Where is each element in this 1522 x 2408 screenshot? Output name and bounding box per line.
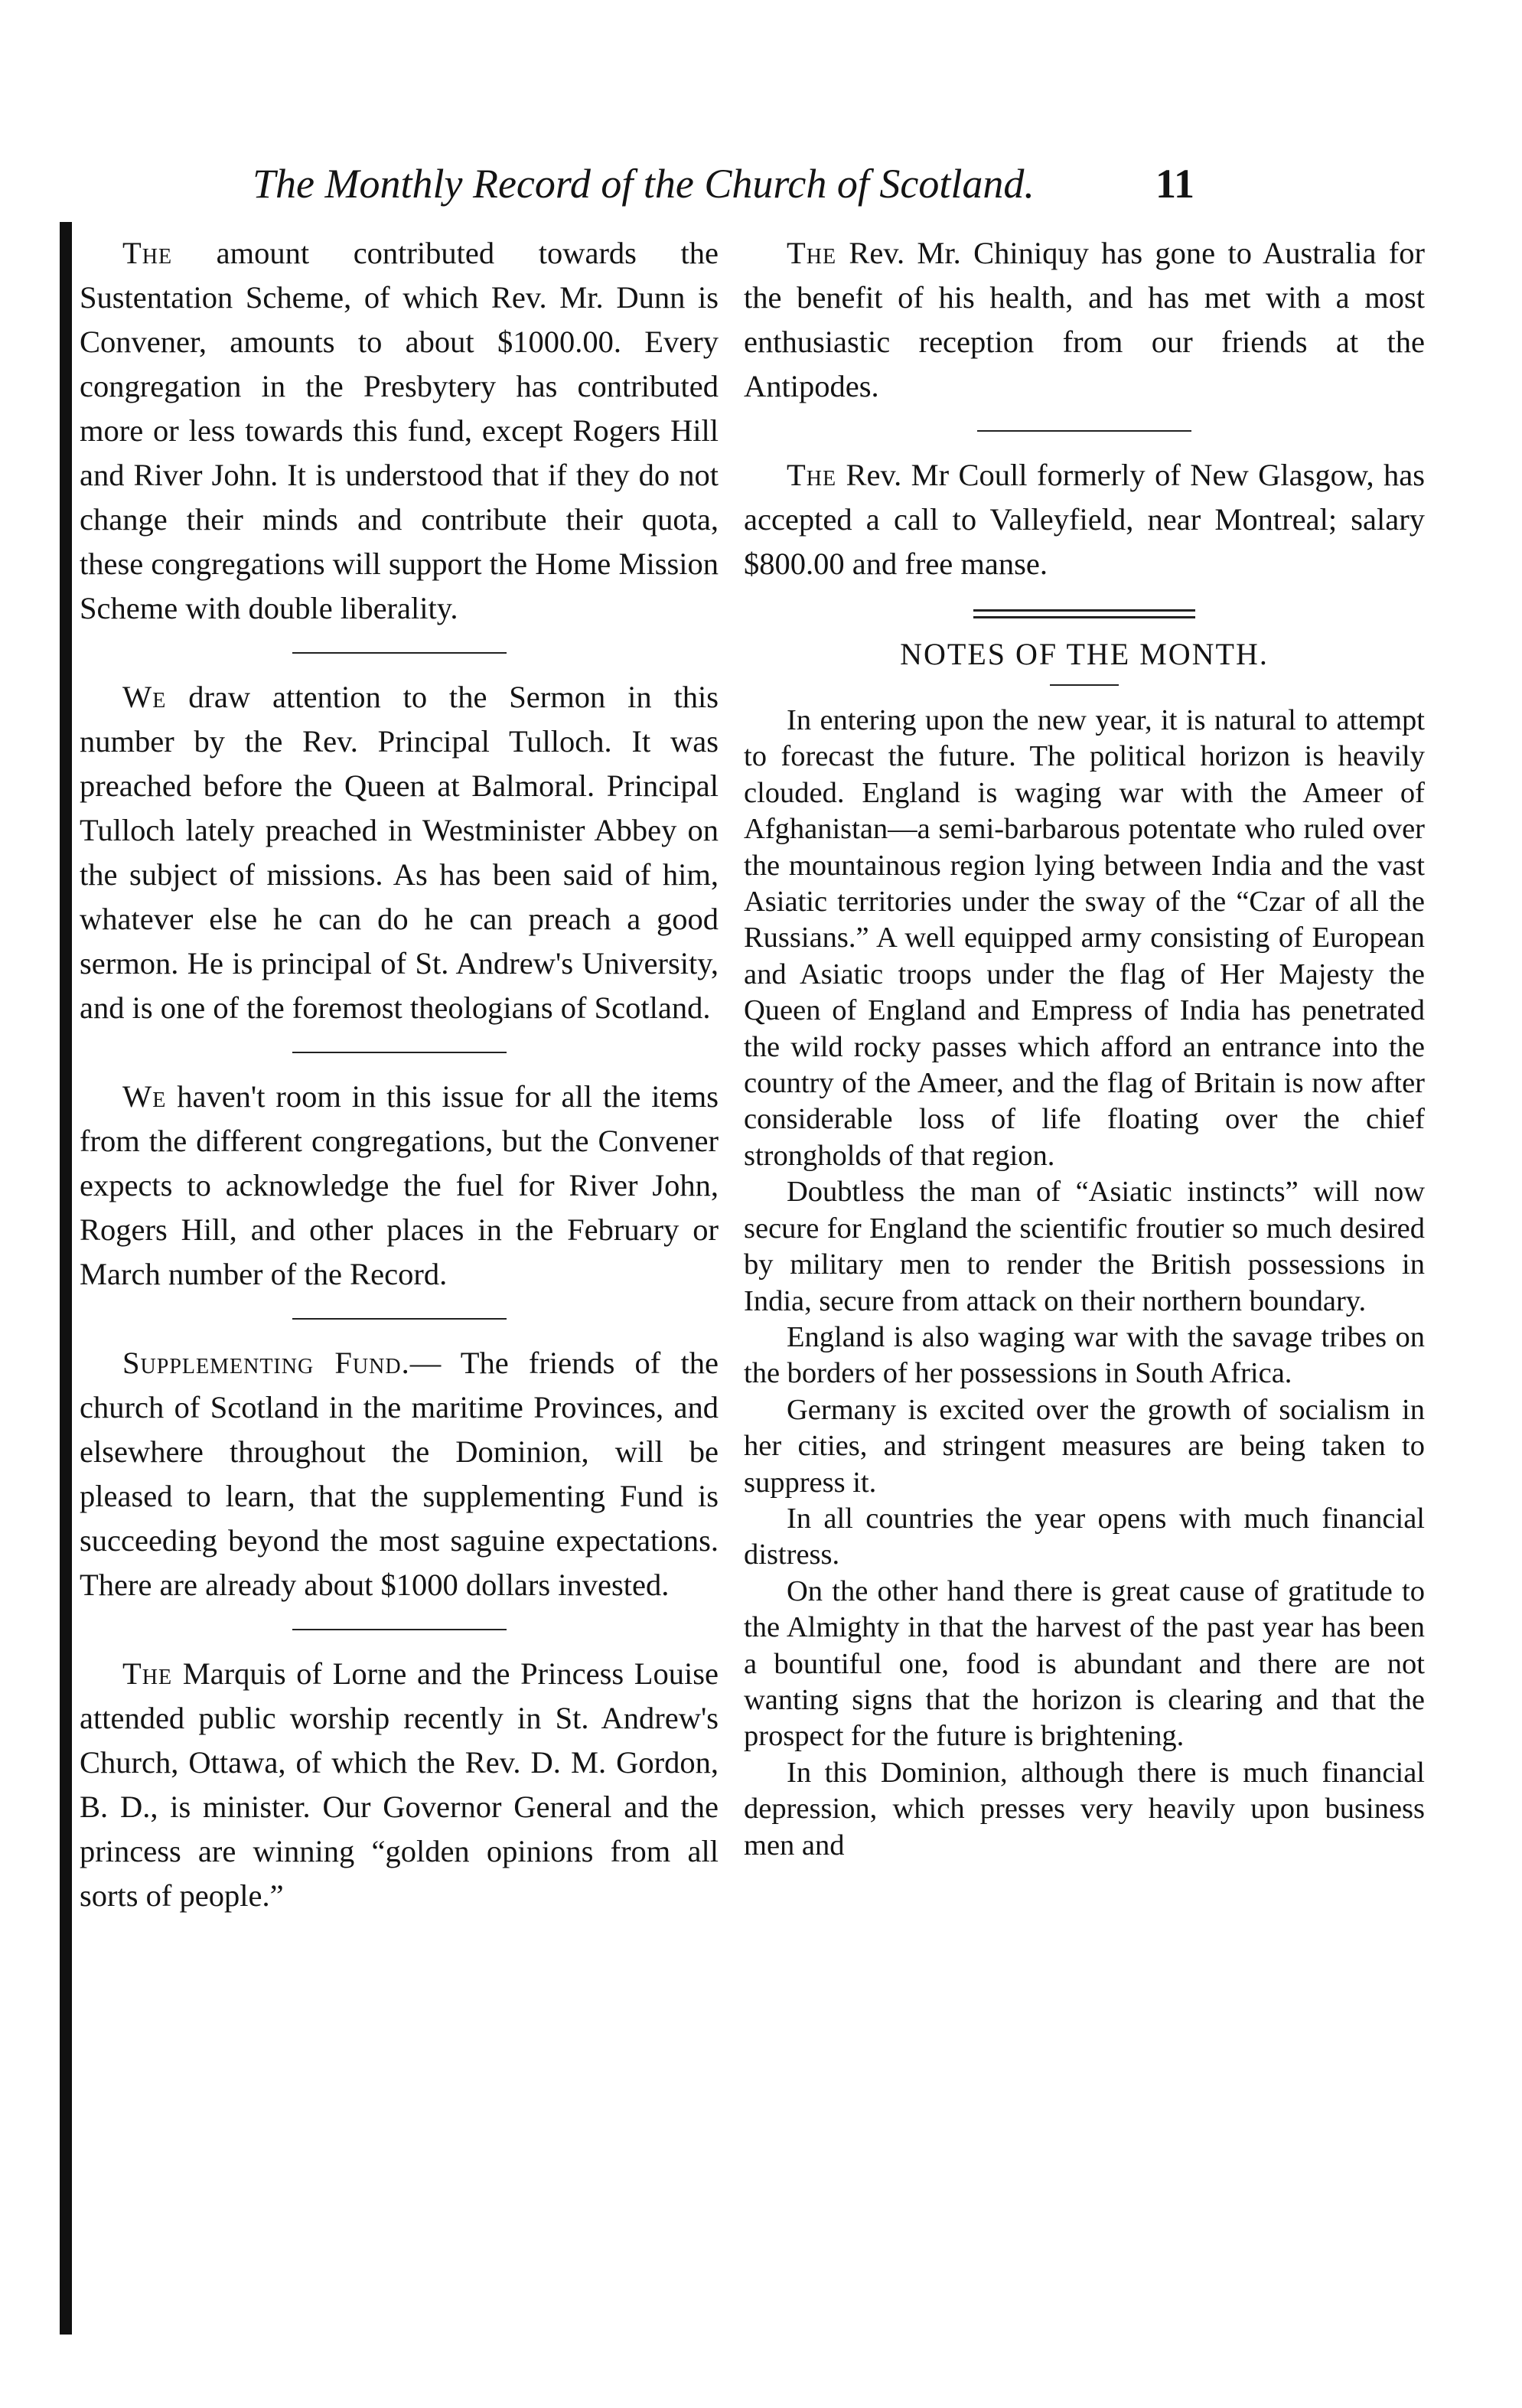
divider-rule bbox=[977, 430, 1191, 432]
notes-paragraph: Germany is excited over the growth of socialism in her cities, and stringent measures are being taken to suppress it. bbox=[744, 1393, 1425, 1499]
notes-paragraph: Doubtless the man of “Asiatic instincts” will now secure for England the scientific froutier so much desired by military men to render the British possessions in India, secure from attack on their northern boundary. bbox=[744, 1176, 1425, 1317]
notes-paragraph: In this Dominion, although there is much financial depression, which presses very heavily upon business men and bbox=[744, 1756, 1425, 1861]
notes-paragraph: In all countries the year opens with much financial distress. bbox=[744, 1502, 1425, 1571]
article-principal-tulloch-sermon: We draw attention to the Sermon in this number by the Rev. Principal Tulloch. It was preached before the Queen at Balmoral. Principal Tulloch lately preached in Westminister Abbey on the subject of missions. As has been said of him, whatever else he can do he can preach a good sermon. He is principal of St. Andrew's University, and is one of the foremost theologians of Scotland. bbox=[80, 680, 719, 1025]
divider-rule bbox=[292, 1318, 507, 1320]
notes-heading: NOTES OF THE MONTH. bbox=[900, 637, 1269, 671]
divider-rule bbox=[292, 652, 507, 654]
page-number: 11 bbox=[1155, 161, 1195, 207]
notes-paragraph: In entering upon the new year, it is natural to attempt to forecast the future. The political horizon is heavily clouded. England is waging war with the Ameer of Afghanistan—a semi-barbarous potentate who ruled over the mountainous region lying between India and the vast Asiatic territories under the sway of the “Czar of all the Russians.” A well equipped army consisting of European and Asiatic troops under the flag of Her Majesty the Queen of England and Empress of India has penetrated the wild rocky passes which afford an entrance into the country of the Ameer, and the flag of Britain is now after considerable loss of life floating over the chief strongholds of that region. bbox=[744, 704, 1425, 1172]
binding-edge bbox=[60, 222, 72, 2335]
divider-rule bbox=[292, 1629, 507, 1630]
heading-underline bbox=[1050, 684, 1119, 686]
article-chiniquy: The Rev. Mr. Chiniquy has gone to Australia for the benefit of his health, and has met with a most enthusiastic reception from our friends at the Antipodes. bbox=[744, 236, 1425, 403]
article-sustentation-scheme: The amount contributed towards the Sustentation Scheme, of which Rev. Mr. Dunn is Convener, amounts to about $1000.00. Every congregation in the Presbytery has contributed more or less towards this fund, except Rogers Hill and River John. It is understood that if they do not change their minds and contribute their quota, these congregations will support the Home Mission Scheme with double liberality. bbox=[80, 236, 719, 625]
article-coull: The Rev. Mr Coull formerly of New Glasgow, has accepted a call to Valleyfield, near Montreal; salary $800.00 and free manse. bbox=[744, 458, 1425, 581]
journal-title: The Monthly Record of the Church of Scotland. bbox=[253, 161, 1035, 207]
divider-rule bbox=[292, 1052, 507, 1053]
left-column bbox=[80, 231, 719, 1918]
article-marquis-of-lorne: The Marquis of Lorne and the Princess Louise attended public worship recently in St. Andrew's Church, Ottawa, of which the Rev. D. M. Gordon, B. D., is minister. Our Governor General and the princess are winning “golden opinions from all sorts of people.” bbox=[80, 1656, 719, 1913]
notes-paragraph: On the other hand there is great cause of gratitude to the Almighty in that the harvest of the past year has been a bountiful one, food is abundant and there are not wanting signs that the horizon is clearing and that the prospect for the future is brightening. bbox=[744, 1574, 1425, 1753]
article-supplementing-fund: Supplementing Fund.— The friends of the church of Scotland in the maritime Provinces, and elsewhere throughout the Dominion, will be pleased to learn, that the supplementing Fund is succeeding beyond the most saguine expectations. There are already about $1000 dollars invested. bbox=[80, 1346, 719, 1602]
notes-paragraph: England is also waging war with the savage tribes on the borders of her possessions in South Africa. bbox=[744, 1320, 1425, 1390]
right-column bbox=[744, 231, 1425, 1864]
double-rule bbox=[973, 609, 1195, 618]
article-congregation-items: We haven't room in this issue for all the items from the different congregations, but the Convener expects to acknowledge the fuel for River John, Rogers Hill, and other places in the February or March number of the Record. bbox=[80, 1079, 719, 1291]
